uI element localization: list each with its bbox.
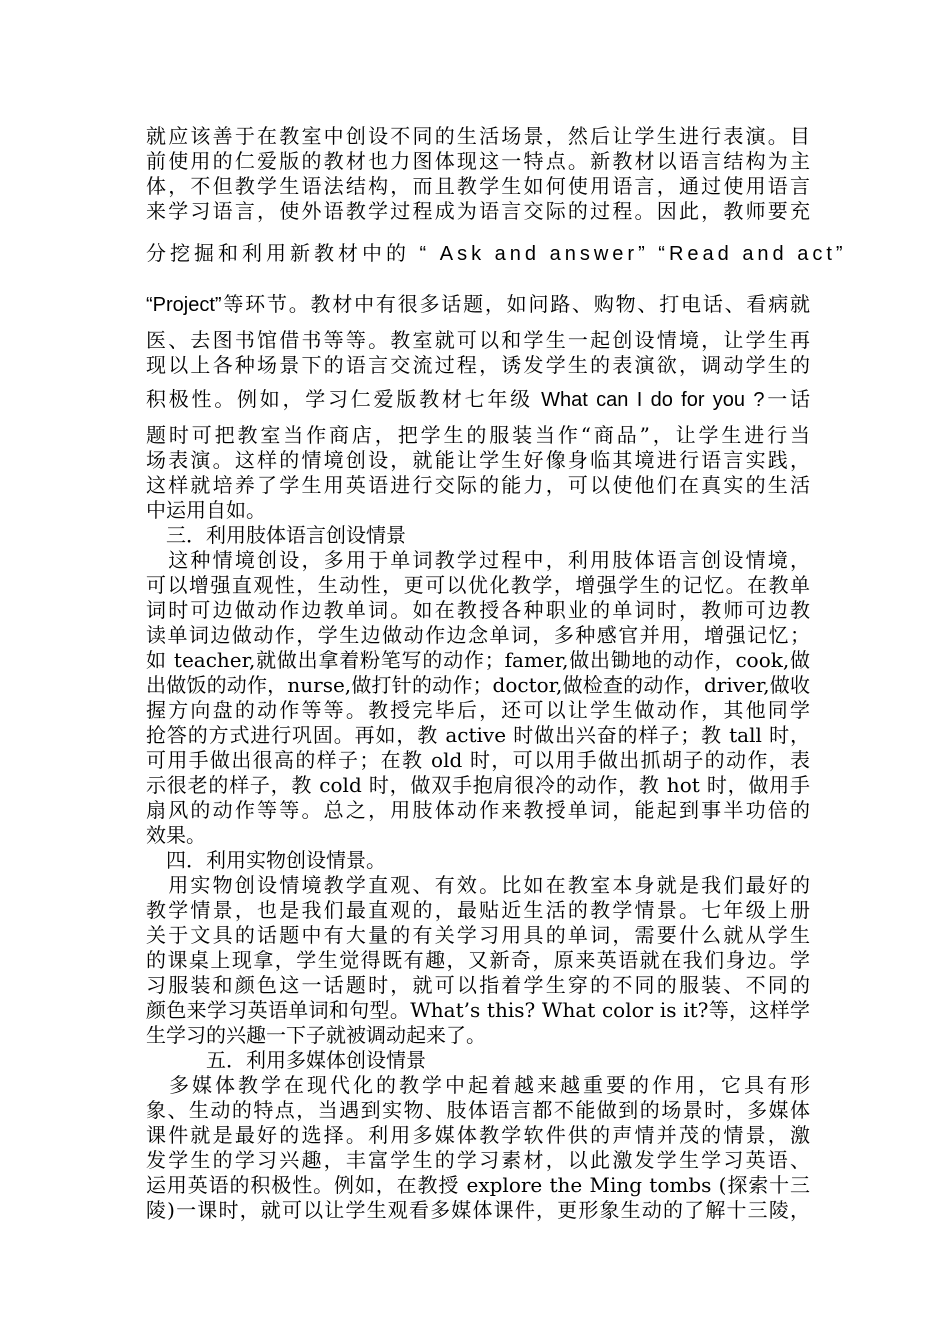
- text-line: 的课桌上现拿，学生觉得既有趣，又新奇，原来英语就在我们身边。学: [146, 948, 810, 972]
- text-line: 来学习语言，使外语教学过程成为语言交际的过程。因此，教师要充: [146, 199, 810, 223]
- text-line: 如 teacher,就做出拿着粉笔写的动作；famer,做出锄地的动作，cook,做: [146, 648, 810, 672]
- text-line: 颜色来学习英语单词和句型。What’s this? What color is it?等，这样学: [146, 998, 810, 1022]
- text-line: “Project”等环节。教材中有很多话题，如问路、购物、打电话、看病就: [146, 294, 810, 316]
- text-line: 示很老的样子，教 cold 时，做双手抱肩很冷的动作，教 hot 时，做用手: [146, 773, 810, 797]
- text-line: 多媒体教学在现代化的教学中起着越来越重要的作用，它具有形: [146, 1073, 810, 1097]
- section-heading: 三．利用肢体语言创设情景: [146, 523, 406, 547]
- text-line: 效果。: [146, 823, 206, 847]
- text-line: 场表演。这样的情境创设，就能让学生好像身临其境进行语言实践，: [146, 448, 810, 472]
- text-line: 运用英语的积极性。例如，在教授 explore the Ming tombs (探索十三: [146, 1173, 810, 1197]
- text-line: 读单词边做动作，学生边做动作边念单词，多种感官并用，增强记忆；: [146, 623, 810, 647]
- text-line: 这样就培养了学生用英语进行交际的能力，可以使他们在真实的生活: [146, 473, 810, 497]
- text-line: 分挖掘和利用新教材中的 “ Ask and answer” “Read and act”: [146, 243, 847, 265]
- text-line: 出做饭的动作，nurse,做打针的动作；doctor,做检查的动作，driver,做收: [146, 673, 810, 697]
- text-line: 生学习的兴趣一下子就被调动起来了。: [146, 1023, 486, 1047]
- text-line: 题时可把教室当作商店，把学生的服装当作“商品”，让学生进行当: [146, 423, 810, 447]
- text-line: 习服装和颜色这一话题时，就可以指着学生穿的不同的服装、不同的: [146, 973, 810, 997]
- text-line: 扇风的动作等等。总之，用肢体动作来教授单词，能起到事半功倍的: [146, 798, 810, 822]
- text-line: 教学情景，也是我们最直观的，最贴近生活的教学情景。七年级上册: [146, 898, 810, 922]
- text-line: 课件就是最好的选择。利用多媒体教学软件供的声情并茂的情景，激: [146, 1123, 810, 1147]
- text-line: 现以上各种场景下的语言交流过程，诱发学生的表演欲，调动学生的: [146, 353, 810, 377]
- text-line: 握方向盘的动作等等。教授完毕后，还可以让学生做动作，其他同学: [146, 698, 810, 722]
- text-line: 陵)一课时，就可以让学生观看多媒体课件，更形象生动的了解十三陵，: [146, 1198, 810, 1222]
- text-line: 发学生的学习兴趣，丰富学生的学习素材，以此激发学生学习英语、: [146, 1148, 810, 1172]
- text-line: 医、去图书馆借书等等。教室就可以和学生一起创设情境，让学生再: [146, 328, 810, 352]
- text-line: 前使用的仁爱版的教材也力图体现这一特点。新教材以语言结构为主: [146, 149, 810, 173]
- text-line: 象、生动的特点，当遇到实物、肢体语言都不能做到的场景时，多媒体: [146, 1098, 810, 1122]
- text-line: 就应该善于在教室中创设不同的生活场景，然后让学生进行表演。目: [146, 124, 810, 148]
- text-line: 体，不但教学生语法结构，而且教学生如何使用语言，通过使用语言: [146, 174, 810, 198]
- section-heading: 四．利用实物创设情景。: [146, 848, 386, 872]
- text-line: 可以增强直观性，生动性，更可以优化教学，增强学生的记忆。在教单: [146, 573, 810, 597]
- body-text: [146, 124, 847, 1223]
- text-line: 中运用自如。: [146, 498, 266, 522]
- text-line: 这种情境创设，多用于单词教学过程中，利用肢体语言创设情境，: [146, 548, 810, 572]
- text-line: 可用手做出很高的样子；在教 old 时，可以用手做出抓胡子的动作，表: [146, 748, 810, 772]
- text-line: 关于文具的话题中有大量的有关学习用具的单词，需要什么就从学生: [146, 923, 810, 947]
- section-heading: 五．利用多媒体创设情景: [146, 1048, 426, 1072]
- text-line: 积极性。例如，学习仁爱版教材七年级 What can I do for you ?一话: [146, 389, 810, 411]
- text-line: 抢答的方式进行巩固。再如，教 active 时做出兴奋的样子；教 tall 时，: [146, 723, 810, 747]
- text-line: 用实物创设情境教学直观、有效。比如在教室本身就是我们最好的: [146, 873, 810, 897]
- text-line: 词时可边做动作边教单词。如在教授各种职业的单词时，教师可边教: [146, 598, 810, 622]
